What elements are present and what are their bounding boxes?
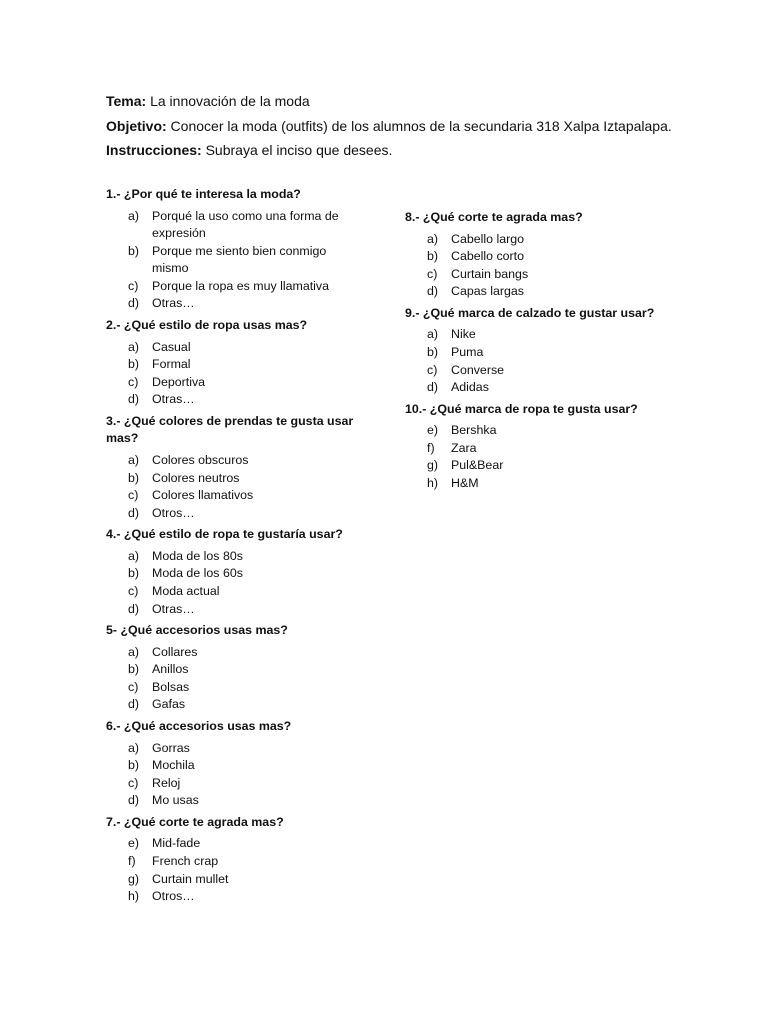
option-item[interactable] [106,356,366,374]
option-item[interactable] [405,440,705,458]
option-list [106,548,366,618]
option-text: Pul&Bear [451,458,504,473]
option-letter: b) [128,357,140,372]
option-text: Anillos [152,662,189,677]
option-item[interactable] [106,548,366,566]
option-text: Otros… [152,889,195,904]
document-header [106,92,746,166]
option-item[interactable] [106,391,366,409]
option-item[interactable] [405,248,705,266]
instrucciones-line [106,141,746,166]
option-text: Gorras [152,740,190,755]
option-text: Moda actual [152,584,220,598]
option-text: Converse [451,362,505,377]
option-item[interactable] [405,475,705,493]
option-text: Collares [152,644,198,659]
option-item[interactable] [405,422,705,440]
option-item[interactable] [106,452,366,470]
question-title: 3.- ¿Qué colores de prendas te gusta usar mas? [106,413,354,446]
option-letter: d) [128,505,140,520]
option-item[interactable] [106,888,366,906]
option-item[interactable] [106,853,366,871]
option-item[interactable] [106,740,366,758]
option-letter: a) [128,644,140,659]
option-list [405,422,705,492]
question-questions_left-4 [106,622,366,714]
option-letter: g) [427,458,439,473]
instrucciones-label: Instrucciones: [106,142,202,158]
option-text: Deportiva [152,374,206,389]
option-list [106,339,366,409]
question-title: 9.- ¿Qué marca de calzado te gustar usar? [405,305,655,320]
question-title: 7.- ¿Qué corte te agrada mas? [106,814,284,829]
instrucciones-value: Subraya el inciso que desees. [201,142,393,158]
option-letter: a) [128,452,140,467]
option-letter: f) [427,440,435,455]
option-letter: b) [128,566,140,581]
option-letter: c) [427,266,438,281]
option-item[interactable] [405,344,705,362]
option-item[interactable] [405,379,705,397]
objetivo-value: Conocer la moda (outfits) de los alumnos de la secundaria 318 Xalpa Iztapalapa. [166,117,672,134]
question-questions_right-1 [405,305,705,397]
question-questions_left-5 [106,718,366,810]
option-letter: e) [128,836,140,851]
option-text: Porque la ropa es muy llamativa [152,278,329,293]
objetivo-label: Objetivo: [106,117,167,134]
option-item[interactable] [405,326,705,344]
question-questions_left-6 [106,814,366,906]
option-item[interactable] [106,661,366,679]
option-item[interactable] [106,470,366,488]
option-letter: d) [128,392,140,407]
option-letter: d) [427,380,439,395]
questions-left-column [106,186,366,910]
option-list [405,231,705,301]
option-item[interactable] [106,871,366,889]
option-text: Otras… [152,601,195,616]
option-item[interactable] [106,487,366,505]
option-letter: b) [128,662,140,677]
option-letter: d) [128,697,140,712]
option-item[interactable] [106,583,366,601]
option-text: Colores neutros [152,470,240,485]
option-letter: c) [128,488,139,503]
option-text: French crap [152,854,219,869]
tema-value: La innovación de la moda [146,93,310,109]
option-text: Zara [451,440,477,455]
option-letter: b) [128,243,140,258]
option-letter: c) [128,679,139,694]
option-text: Curtain bangs [451,266,529,281]
option-text: Puma [451,344,484,359]
option-letter: b) [427,249,439,264]
option-item[interactable] [405,231,705,249]
question-questions_left-2 [106,413,366,522]
question-questions_left-3 [106,526,366,618]
option-item[interactable] [106,835,366,853]
option-letter: a) [128,208,140,223]
option-item[interactable] [106,278,366,296]
option-text: Capas largas [451,284,525,299]
option-text: Mo usas [152,793,199,808]
option-item[interactable] [405,362,705,380]
option-text: Adidas [451,380,489,395]
tema-line [106,92,746,117]
option-item[interactable] [106,601,366,619]
option-letter: h) [128,889,140,904]
option-letter: a) [427,231,439,246]
question-title: 6.- ¿Qué accesorios usas mas? [106,719,292,734]
option-text: Gafas [152,697,186,712]
option-item[interactable] [106,339,366,357]
option-letter: h) [427,476,439,491]
questions-right-column [405,209,705,497]
option-item[interactable] [106,295,366,313]
option-item[interactable] [106,374,366,392]
option-text: Formal [152,357,191,372]
objetivo-line [106,117,746,142]
option-letter: c) [427,362,438,377]
option-item[interactable] [405,457,705,475]
option-text: Colores llamativos [152,488,254,503]
option-text: Moda de los 60s [152,566,243,581]
question-title: 5- ¿Qué accesorios usas mas? [106,623,288,638]
tema-label: Tema: [106,93,147,109]
option-item[interactable] [405,283,705,301]
option-text: Casual [152,339,191,354]
option-text: Cabello largo [451,231,525,246]
option-item[interactable] [106,757,366,775]
option-letter: d) [427,284,439,299]
option-letter: a) [128,339,140,354]
option-text: Colores obscuros [152,452,249,467]
option-item[interactable] [106,644,366,662]
option-letter: d) [128,296,140,311]
option-text: Porqué la uso como una forma de expresión [152,208,339,241]
option-item[interactable] [106,243,366,278]
option-text: Reloj [152,775,181,790]
option-text: Curtain mullet [152,871,229,886]
option-letter: c) [128,278,139,293]
option-item[interactable] [106,679,366,697]
option-item[interactable] [106,565,366,583]
option-text: Moda de los 80s [152,548,243,563]
question-questions_right-0 [405,209,705,301]
option-list [106,835,366,905]
option-letter: b) [128,758,140,773]
option-text: Mid-fade [152,836,201,851]
option-letter: e) [427,423,439,438]
question-questions_right-2 [405,401,705,493]
question-questions_left-1 [106,317,366,409]
option-letter: f) [128,854,136,869]
option-list [106,452,366,522]
option-item[interactable] [106,505,366,523]
option-letter: d) [128,601,140,616]
option-item[interactable] [106,208,366,243]
option-letter: c) [128,584,139,598]
option-letter: b) [128,470,140,485]
option-letter: a) [427,327,439,342]
question-title: 1.- ¿Por qué te interesa la moda? [106,187,301,201]
option-list [405,326,705,396]
question-title: 10.- ¿Qué marca de ropa te gusta usar? [405,401,638,416]
option-text: Mochila [152,758,195,773]
option-letter: a) [128,740,140,755]
option-list [106,740,366,810]
option-text: Otros… [152,505,195,520]
question-questions_left-0 [106,186,366,313]
option-item[interactable] [106,696,366,714]
option-letter: g) [128,871,140,886]
option-letter: a) [128,548,140,563]
option-text: Porque me siento bien conmigo mismo [152,243,327,276]
option-item[interactable] [106,792,366,810]
option-text: H&M [451,476,479,491]
option-text: Cabello corto [451,249,525,264]
question-title: 2.- ¿Qué estilo de ropa usas mas? [106,318,308,333]
question-title: 4.- ¿Qué estilo de ropa te gustaría usar? [106,527,343,542]
option-text: Nike [451,327,476,342]
option-item[interactable] [405,266,705,284]
option-letter: c) [128,374,139,389]
option-item[interactable] [106,775,366,793]
option-text: Bolsas [152,679,190,694]
question-title: 8.- ¿Qué corte te agrada mas? [405,210,583,224]
option-text: Otras… [152,392,195,407]
option-text: Bershka [451,423,497,438]
option-list [106,644,366,714]
option-letter: c) [128,775,139,790]
option-letter: d) [128,793,140,808]
option-letter: b) [427,344,439,359]
option-list [106,208,366,314]
option-text: Otras… [152,296,195,311]
